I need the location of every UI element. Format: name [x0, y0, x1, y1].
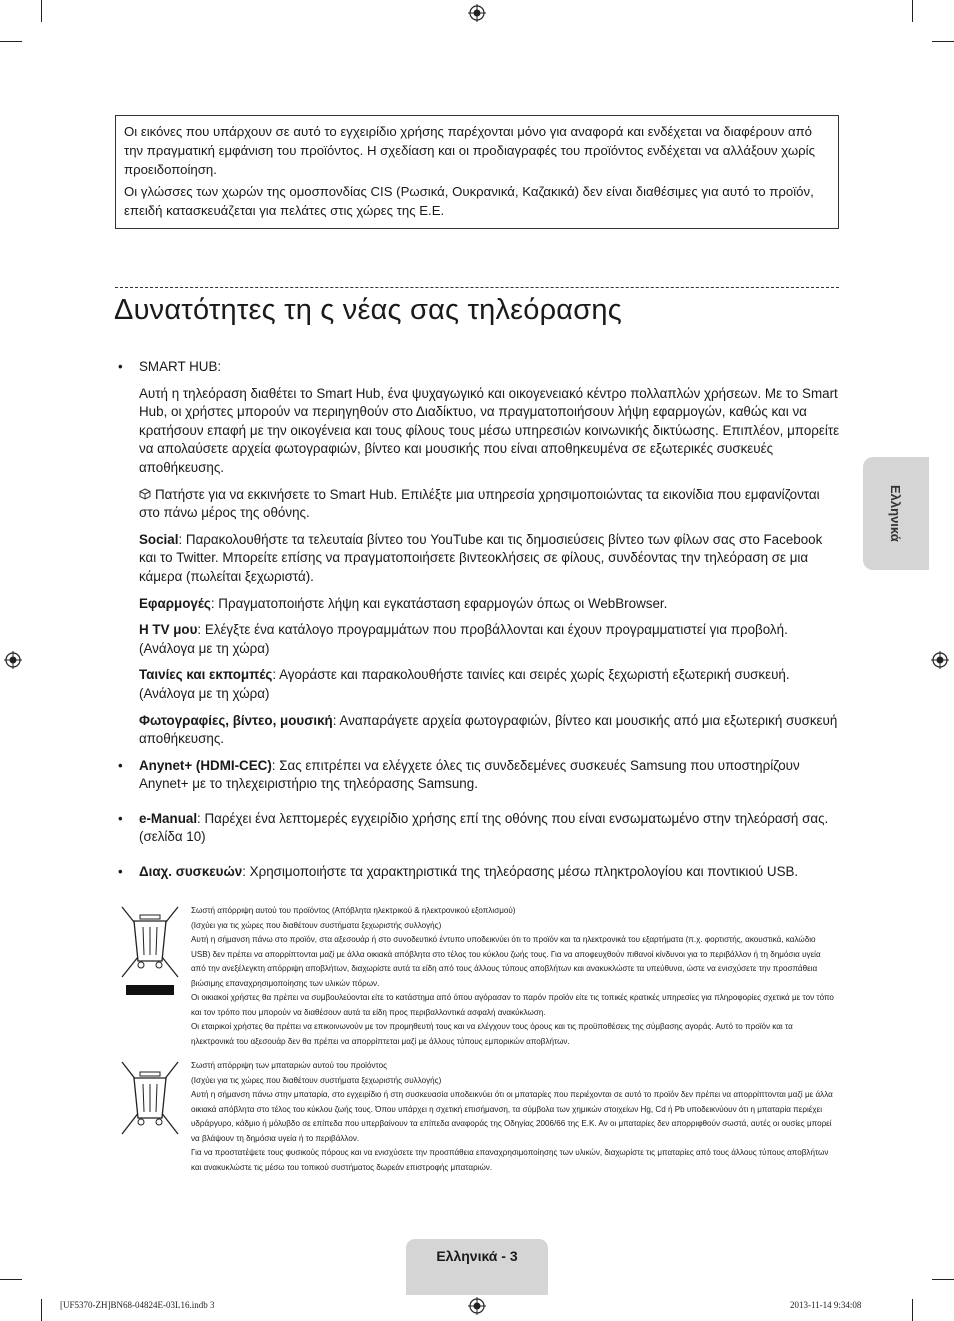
battery-paragraph: Για να προστατέψετε τους φυσικούς πόρους και να ενισχύσετε την προσπάθεια επαναχρησιμοποίησης των υλικών, διαχωρίστε τις μπαταρίες από τους άλλους τύπους αποβλήτων και ανακυκλώστε τις μέσω του τοπικού συστήματος δωρεάν επιστροφής μπαταριών. [191, 1148, 829, 1172]
list-item [139, 712, 840, 749]
registration-mark-icon [931, 651, 949, 669]
item-term: Η TV μου [139, 622, 198, 638]
section-divider [115, 287, 839, 288]
notice-text: Οι γλώσσες των χωρών της ομοσπονδίας CIS (Ρωσικά, Ουκρανικά, Καζακικά) δεν είναι διαθέσιμες για αυτό το προϊόν, επειδή κατασκευάζεται για πελάτες στις χώρες της Ε.Ε. [124, 184, 814, 218]
crop-mark [932, 1279, 954, 1280]
battery-disposal-notice [118, 1058, 838, 1183]
battery-heading: Σωστή απόρριψη των μπαταριών αυτού του προϊόντος [191, 1061, 387, 1070]
notice-text: Οι εικόνες που υπάρχουν σε αυτό το εγχειρίδιο χρήσης παρέχονται μόνο για αναφορά και ενδέχεται να διαφέρουν από την πραγματική εμφάνιση του προϊόντος. Η σχεδίαση και οι προδιαγραφές του προϊόντος ενδέχεται να αλλάξουν χωρίς προειδοποίηση. [124, 124, 815, 177]
smart-hub-heading [139, 358, 840, 377]
registration-mark-icon [468, 4, 486, 22]
list-item [139, 595, 840, 614]
bullet-mark: • [118, 810, 123, 826]
battery-subheading: (Ισχύει για τις χώρες που διαθέτουν συστήματα ξεχωριστής συλλογής) [191, 1076, 442, 1085]
list-item [139, 666, 840, 703]
list-item [118, 810, 840, 847]
list-item [118, 863, 840, 882]
list-item [139, 621, 840, 658]
item-text: : Αναπαράγετε αρχεία φωτογραφιών, βίντεο και μουσικής από μια εξωτερική συσκευή αποθήκευσης. [139, 712, 838, 747]
crossed-bin-icon [118, 1060, 182, 1136]
footer-file-info: [UF5370-ZH]BN68-04824E-03L16.indb 3 [60, 1300, 215, 1310]
instruction-text: Πατήστε για να εκκινήσετε το Smart Hub. Επιλέξτε μια υπηρεσία χρησιμοποιώντας τα εικονίδια που εμφανίζονται στο πάνω μέρος της οθόνης. [139, 486, 820, 521]
item-text: : Χρησιμοποιήστε τα χαρακτηριστικά της τηλεόρασης μέσω πληκτρολογίου και ποντικιού USB. [242, 864, 799, 880]
crop-mark [41, 0, 42, 22]
weee-disposal-notice [118, 903, 838, 1053]
item-term: Διαχ. συσκευών [139, 864, 243, 880]
crossed-bin-icon [118, 905, 182, 997]
language-side-tab [863, 457, 929, 570]
smart-hub-button-icon [139, 488, 151, 500]
item-term: e-Manual [139, 810, 198, 826]
crop-mark [932, 41, 954, 42]
crop-mark [912, 1299, 913, 1321]
item-term: Φωτογραφίες, βίντεο, μουσική [139, 712, 333, 728]
weee-paragraph: Αυτή η σήμανση πάνω στο προϊόν, στα αξεσουάρ ή στο συνοδευτικό έντυπο υποδεικνύει ότι το προϊόν και τα ηλεκτρονικά του εξαρτήματα (π.χ. φορτιστής, ακουστικά, καλώδιο USB) δεν πρέπει να απορρίπτονται μαζί με άλλα οικιακά απόβλητα στο τέλος του κύκλου ζωής τους. Για να αποφευχθούν πιθανοί κίνδυνοι για το περιβάλλον ή τη δημόσια υγεία από την ανεξέλεγκτη απόρριψη αποβλήτων, διαχωρίστε αυτά τα είδη από τους άλλους τύπους αποβλήτων και ανακυκλώστε τα υπεύθυνα, ώστε να ενισχύσετε την προσπάθεια βιώσιμης επαναχρησιμοποίησης των υλικών πόρων. [191, 935, 821, 988]
smart-hub-colon: : [217, 359, 222, 374]
item-text: : Πραγματοποιήστε λήψη και εγκατάσταση εφαρμογών όπως οι WebBrowser. [210, 595, 668, 611]
item-text: : Ελέγξτε ένα κατάλογο προγραμμάτων που προβάλλονται και έχουν προγραμματιστεί για προβολή. (Ανάλογα με τη χώρα) [139, 622, 788, 656]
feature-list [118, 358, 840, 882]
crop-mark [41, 1299, 42, 1321]
smart-hub-label: SMART HUB [139, 359, 218, 374]
crop-mark [0, 41, 22, 42]
notice-box [115, 115, 839, 229]
smart-hub-instruction [139, 486, 840, 523]
smart-hub-description: Αυτή η τηλεόραση διαθέτει το Smart Hub, ένα ψυχαγωγικό και οικογενειακό κέντρο πολλαπλών χρήσεων. Με το Smart Hub, οι χρήστες μπορούν να περιηγηθούν στο Διαδίκτυο, να πραγματοποιήσουν λήψη εφαρμογών, καθώς και να κρατήσουν επαφή με την οικογένεια και τους φίλους τους μέσω υπηρεσιών κοινωνικής δικτύωσης. Επιπλέον, μπορείτε να απολαύσετε αρχεία φωτογραφιών, βίντεο και μουσικής που είναι αποθηκευμένα σε εξωτερικές συσκευές αποθήκευσης. [139, 385, 840, 475]
bullet-mark: • [118, 864, 123, 880]
list-item [139, 531, 840, 587]
battery-text [191, 1058, 836, 1175]
weee-heading: Σωστή απόρριψη αυτού του προϊόντος (Απόβλητα ηλεκτρικού & ηλεκτρονικού εξοπλισμού) [191, 906, 516, 915]
crop-mark [0, 1279, 22, 1280]
registration-mark-icon [4, 651, 22, 669]
registration-mark-icon [468, 1297, 486, 1315]
item-text: : Αγοράστε και παρακολουθήστε ταινίες και σειρές χωρίς ξεχωριστή εξωτερική συσκευή. (Ανάλογα με τη χώρα) [139, 667, 790, 701]
bullet-mark: • [118, 359, 123, 374]
weee-subheading: (Ισχύει για τις χώρες που διαθέτουν συστήματα ξεχωριστής συλλογής) [191, 921, 442, 930]
language-side-label: Ελληνικά [888, 484, 903, 542]
list-item [118, 757, 840, 794]
item-term: Social [139, 531, 179, 547]
item-term: Anynet+ (HDMI-CEC) [139, 757, 272, 773]
crop-mark [912, 0, 913, 22]
footer-timestamp: 2013-11-14 9:34:08 [790, 1300, 862, 1310]
weee-paragraph: Οι οικιακοί χρήστες θα πρέπει να συμβουλεύονται είτε το κατάστημα από όπου αγόρασαν το παρόν προϊόν είτε τις τοπικές κρατικές υπηρεσίες για πληροφορίες σχετικά με τον τόπο και τον τρόπο που μπορούν να διαθέσουν αυτά τα είδη προς περιβαλλοντικά ασφαλή ανακύκλωση. [191, 993, 834, 1017]
page-title: Δυνατότητες τη ς νέας σας τηλεόρασης [114, 294, 622, 326]
page-number-label: Ελληνικά - 3 [436, 1248, 518, 1264]
list-item [118, 358, 840, 749]
battery-paragraph: Αυτή η σήμανση πάνω στην μπαταρία, στο εγχειρίδιο ή στη συσκευασία υποδεικνύει ότι οι μπαταρίες που περιέχονται σε αυτό το προϊόν δεν πρέπει να απορρίπτονται μαζί με άλλα οικιακά απόβλητα στο τέλος του κύκλου ζωής τους. Όπου υπάρχει η σχετική επισήμανση, τα σύμβολα των χημικών στοιχείων Hg, Cd ή Pb υποδεικνύουν ότι η μπαταρία περιέχει υδράργυρο, κάδμιο ή μόλυβδο σε επίπεδα που υπερβαίνουν τα επίπεδα αναφοράς της Οδηγίας 2006/66 της Ε.Κ. Αν οι μπαταρίες δεν απορριφθούν σωστά, αυτές οι ουσίες μπορεί να βλάψουν τη δημόσια υγεία ή το περιβάλλον. [191, 1090, 833, 1143]
item-text: : Παρέχει ένα λεπτομερές εγχειρίδιο χρήσης επί της οθόνης που είναι ενσωματωμένο στην τηλεόρασή σας. (σελίδα 10) [139, 810, 829, 845]
page-number-tab [406, 1239, 548, 1295]
item-term: Εφαρμογές [139, 595, 211, 611]
item-term: Ταινίες και εκπομπές [139, 667, 273, 683]
bullet-mark: • [118, 757, 123, 773]
item-text: : Σας επιτρέπει να ελέγχετε όλες τις συνδεδεμένες συσκευές Samsung που υποστηρίζουν Anynet+ με το τηλεχειριστήριο της τηλεόρασης Samsung. [139, 757, 800, 792]
weee-paragraph: Οι εταιρικοί χρήστες θα πρέπει να επικοινωνούν με τον προμηθευτή τους και να ελέγχουν τους όρους και τις προϋποθέσεις της σύμβασης αγοράς. Αυτό το προϊόν και τα ηλεκτρονικά του αξεσουάρ δεν θα πρέπει να απορρίπτεται μαζί με άλλους τύπους εμπορικών αποβλήτων. [191, 1022, 793, 1046]
item-text: : Παρακολουθήστε τα τελευταία βίντεο του YouTube και τις δημοσιεύσεις βίντεο των φίλων σας στο Facebook και το Twitter. Μπορείτε επίσης να πραγματοποιήσετε βιντεοκλήσεις σε φίλους, συνδέοντας την τηλεόραση σε μια κάμερα (πωλείται ξεχωριστά). [139, 531, 823, 584]
weee-text [191, 903, 836, 1049]
